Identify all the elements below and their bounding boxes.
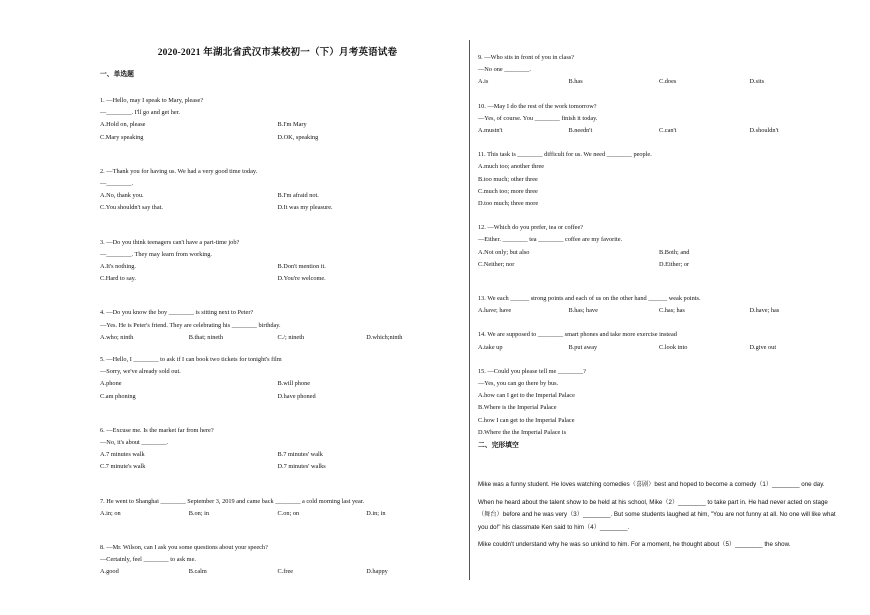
column-divider	[469, 40, 470, 580]
answer-options	[478, 125, 840, 137]
question-response: —Sorry, we've already sold out.	[100, 368, 181, 376]
question	[100, 307, 455, 344]
answer-options	[478, 76, 840, 88]
answer-option[interactable]: A.Not only; but also	[478, 248, 530, 256]
answer-option[interactable]: A.much too; another three	[478, 163, 545, 171]
answer-option[interactable]: A.It's nothing.	[100, 263, 136, 271]
answer-option[interactable]: B.needn't	[568, 127, 593, 135]
answer-option[interactable]: C.Hard to say.	[100, 275, 136, 283]
question	[100, 542, 455, 579]
question-stem: 2. —Thank you for having us. We had a very good time today.	[100, 167, 258, 175]
question-stem: 6. —Excuse me. Is the market far from here?	[100, 426, 214, 434]
answer-option[interactable]: A.phone	[100, 380, 122, 388]
answer-option[interactable]: A.mustn't	[478, 127, 503, 135]
answer-option[interactable]: B.that; nineth	[188, 333, 224, 341]
answer-option[interactable]: B.Both; and	[659, 248, 690, 256]
answer-option[interactable]: B.Don't mention it.	[277, 263, 326, 271]
question-stem: 9. —Who sits in front of you in class?	[478, 54, 575, 61]
answer-option[interactable]: C.Mary speaking	[100, 133, 144, 141]
question-stem: 14. We are supposed to ________ smart phones and take more exercise instead	[478, 331, 677, 339]
question-response: —No, it's about ________.	[100, 439, 169, 447]
answer-option[interactable]: A.No, thank you.	[100, 192, 144, 200]
answer-option[interactable]: C./; nineth	[277, 333, 305, 341]
answer-option[interactable]: D.shouldn't	[749, 127, 779, 135]
question-stem: 3. —Do you think teenagers can't have a part-time job?	[100, 238, 240, 246]
left-column	[100, 44, 455, 579]
question-response: —Yes. He is Peter's friend. They are celebrating his ________ birthday.	[100, 321, 281, 329]
question-stem: 4. —Do you know the boy ________ is sitting next to Peter?	[100, 309, 254, 317]
question-stem: 13. We each ______ strong points and each of us on the other hand ______ weak points.	[478, 295, 701, 303]
answer-options	[100, 566, 455, 578]
answer-options	[478, 342, 840, 354]
answer-options	[100, 378, 455, 402]
question-response: —________. I'll go and get her.	[100, 109, 181, 117]
question-stem: 5. —Hello, I ________ to ask if I can book two tickets for tonight's film	[100, 356, 282, 364]
question	[478, 101, 840, 138]
section-heading-cloze: 二、完形填空	[478, 442, 519, 450]
answer-options	[100, 261, 455, 285]
question	[100, 95, 455, 144]
answer-option[interactable]: D.OK, speaking	[277, 133, 319, 141]
question	[100, 496, 455, 520]
question-response: —________.	[100, 180, 134, 188]
answer-option[interactable]: C.look into	[659, 343, 688, 351]
answer-options	[100, 508, 455, 520]
answer-option[interactable]: A.is	[478, 78, 489, 86]
right-column	[478, 52, 840, 557]
answer-option[interactable]: C.You shouldn't say that.	[100, 204, 163, 212]
answer-option[interactable]: A.in; on	[100, 509, 121, 517]
answer-option[interactable]: D.You're welcome.	[277, 275, 326, 283]
question	[478, 293, 840, 317]
answer-option[interactable]: C.has; has	[659, 307, 685, 315]
answer-option[interactable]: B.will phone	[277, 380, 311, 388]
exam-title: 2020-2021 年湖北省武汉市某校初一（下）月考英语试卷	[157, 48, 398, 58]
question-stem: 11. This task is ________ difficult for us. We need ________ people.	[478, 151, 652, 159]
answer-option[interactable]: D.which;ninth	[366, 333, 403, 341]
answer-option[interactable]: D.happy	[366, 568, 388, 576]
answer-option[interactable]: A.7 minutes walk	[100, 451, 145, 459]
answer-options	[478, 247, 840, 271]
answer-option[interactable]: C.much too; more three	[478, 187, 538, 195]
question-response: —Certainly, feel ________ to ask me.	[100, 556, 196, 564]
answer-option[interactable]: B.has; have	[568, 307, 598, 315]
question-stem: 8. —Mr. Wilson, can I ask you some questions about your speech?	[100, 544, 268, 552]
question	[478, 149, 840, 210]
answer-option[interactable]: D.too much; three more	[478, 200, 539, 208]
answer-option[interactable]: C.am phoning	[100, 392, 136, 400]
answer-option[interactable]: C.7 minute's walk	[100, 463, 146, 471]
answer-options	[100, 332, 455, 344]
answer-option[interactable]: D.have; has	[749, 307, 780, 315]
answer-option[interactable]: A.how can I get to the Imperial Palace	[478, 392, 575, 400]
question	[478, 52, 840, 89]
answer-option[interactable]: B.calm	[188, 568, 207, 576]
question	[100, 425, 455, 474]
question-response: —________. They may learn from working.	[100, 250, 212, 258]
answer-option[interactable]: B.I'm afraid not.	[277, 192, 319, 200]
answer-option[interactable]: C.does	[659, 78, 677, 86]
question	[478, 222, 840, 271]
answer-option[interactable]: A.who; ninth	[100, 333, 134, 341]
question-response: —Yes, of course. You ________ finish it today.	[478, 114, 598, 122]
answer-option[interactable]: A.good	[100, 568, 119, 576]
answer-option[interactable]: B.put away	[568, 343, 598, 351]
question-stem: 10. —May I do the rest of the work tomorrow?	[478, 102, 597, 110]
question	[478, 329, 840, 353]
question-response: —Yes, you can go there by bus.	[478, 380, 559, 388]
question-response: —No one ________.	[478, 66, 531, 74]
answer-option[interactable]: B.too much; other three	[478, 175, 538, 183]
answer-option[interactable]: A.Hold on, please	[100, 121, 146, 129]
answer-options	[100, 449, 455, 473]
question-stem: 15. —Could you please tell me ________?	[478, 367, 586, 375]
answer-option[interactable]: B.7 minutes' walk	[277, 451, 323, 459]
answer-option[interactable]: B.I'm Mary	[277, 121, 307, 129]
question	[100, 166, 455, 215]
cloze-paragraph: When he heard about the talent show to be held at his school, Mike（2）________ to take part in. He had never acted on stage（舞台）before and he was very（3）________. But some students laughed at him, "You are not funny at all. No one will like what you do!" his classmate Ken said to him（4）________.	[478, 498, 836, 531]
question-stem: 1. —Hello, may I speak to Mary, please?	[100, 97, 204, 104]
answer-option[interactable]: D.7 minutes' walks	[277, 463, 326, 471]
cloze-paragraph: Mike was a funny student. He loves watching comedies（喜剧）best and hoped to become a comedy（1）________ one day.	[478, 481, 825, 489]
answer-option[interactable]: D.give out	[749, 343, 777, 351]
answer-option[interactable]: C.free	[277, 568, 294, 576]
question-stem: 7. He went to Shanghai ________ September 3, 2019 and came back ________ a cold morning last year.	[100, 497, 365, 505]
answer-options	[100, 119, 455, 143]
answer-option[interactable]: D.have phoned	[277, 392, 316, 400]
section-heading-single-choice: 一、单选题	[100, 71, 134, 78]
answer-option[interactable]: B.has	[568, 78, 583, 86]
question	[478, 366, 840, 439]
left-question-list	[100, 95, 455, 579]
cloze-paragraph: Mike couldn't understand why he was so unkind to him. For a moment, he thought about（5）________ the show.	[478, 541, 791, 549]
answer-option[interactable]: D.It was my pleasure.	[277, 204, 333, 212]
question	[100, 354, 455, 403]
question-response: —Either. ________ tea ________ coffee are my favorite.	[478, 236, 623, 244]
answer-options	[478, 390, 840, 439]
answer-option[interactable]: C.on; on	[277, 509, 300, 517]
answer-option[interactable]: C.how I can get to the Imperial Palace	[478, 416, 575, 424]
answer-option[interactable]: B.on; in	[188, 509, 210, 517]
answer-option[interactable]: D.sits	[749, 78, 765, 86]
answer-option[interactable]: D.in; in	[366, 509, 386, 517]
answer-option[interactable]: A.take up	[478, 343, 503, 351]
answer-option[interactable]: A.have; have	[478, 307, 512, 315]
answer-option[interactable]: D.Where the the Imperial Palace is	[478, 428, 567, 436]
answer-option[interactable]: C.Neither; nor	[478, 260, 515, 268]
answer-options	[478, 305, 840, 317]
answer-options	[478, 161, 840, 210]
right-question-list	[478, 52, 840, 439]
answer-option[interactable]: C.can't	[659, 127, 677, 135]
answer-option[interactable]: B.Where is the Imperial Palace	[478, 404, 557, 412]
answer-option[interactable]: D.Either; or	[659, 260, 690, 268]
cloze-passage	[478, 479, 840, 552]
question-stem: 12. —Which do you prefer, tea or coffee?	[478, 224, 584, 232]
answer-options	[100, 190, 455, 214]
question	[100, 237, 455, 286]
